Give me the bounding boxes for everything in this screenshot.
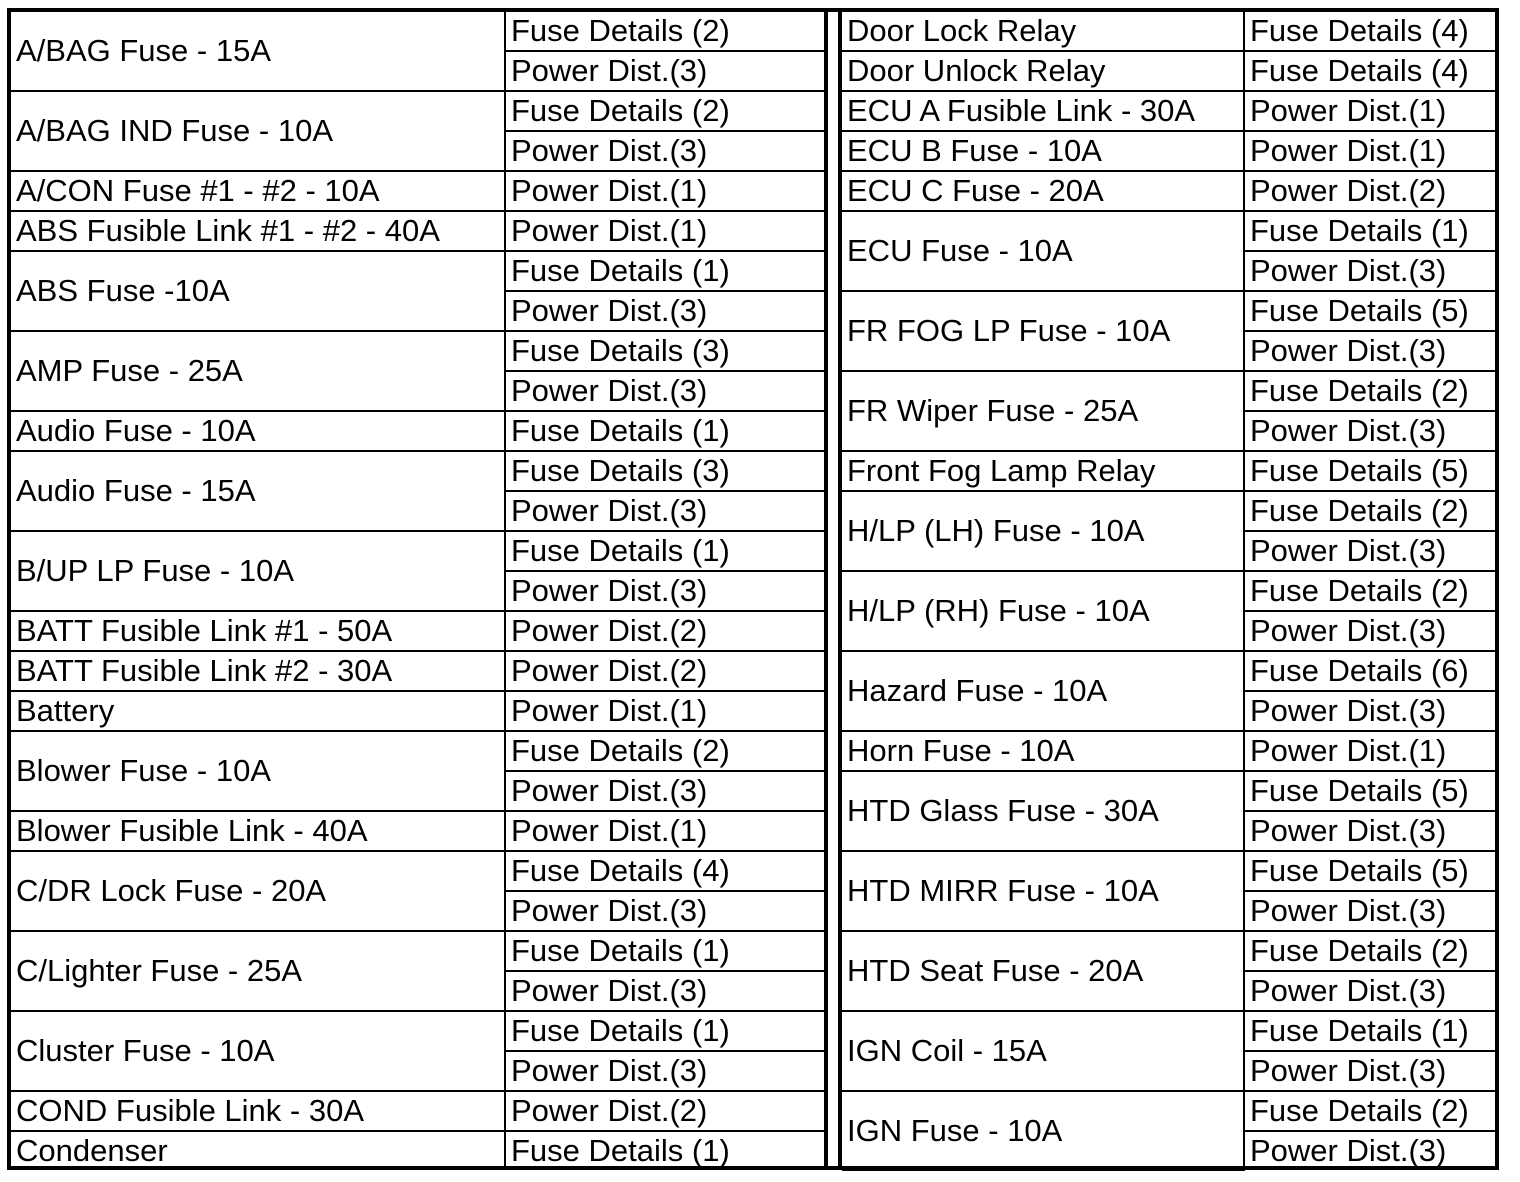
reference-cell: Power Dist.(3) [505,771,824,811]
table-row [842,651,1495,691]
reference-cell: Power Dist.(3) [505,51,824,91]
table-row [11,411,824,451]
table-row [842,931,1495,971]
reference-cell: Power Dist.(3) [505,971,824,1011]
fuse-name-cell: C/DR Lock Fuse - 20A [11,851,505,931]
reference-cell: Power Dist.(3) [505,131,824,171]
fuse-name-cell: Horn Fuse - 10A [842,731,1244,771]
fuse-name-cell: FR Wiper Fuse - 25A [842,371,1244,451]
table-row [11,1091,824,1131]
fuse-name-cell: ECU Fuse - 10A [842,211,1244,291]
column-divider [824,12,842,1166]
table-row [842,731,1495,771]
reference-cell: Fuse Details (1) [1244,211,1495,251]
table-row [11,691,824,731]
reference-cell: Power Dist.(3) [1244,251,1495,291]
table-row [11,211,824,251]
fuse-name-cell: HTD MIRR Fuse - 10A [842,851,1244,931]
table-row [842,571,1495,611]
table-row [11,651,824,691]
reference-cell: Fuse Details (2) [505,91,824,131]
reference-cell: Power Dist.(1) [505,691,824,731]
table-row [11,171,824,211]
reference-cell: Power Dist.(3) [1244,1051,1495,1091]
fuse-name-cell: Audio Fuse - 15A [11,451,505,531]
table-row [842,291,1495,331]
reference-cell: Fuse Details (1) [505,1011,824,1051]
table-row [11,451,824,491]
table-row [842,171,1495,211]
fuse-name-cell: Blower Fusible Link - 40A [11,811,505,851]
reference-cell: Power Dist.(1) [1244,91,1495,131]
table-row [842,211,1495,251]
fuse-name-cell: Front Fog Lamp Relay [842,451,1244,491]
table-row [842,851,1495,891]
table-row [11,931,824,971]
reference-cell: Power Dist.(2) [505,1091,824,1131]
reference-cell: Power Dist.(3) [505,891,824,931]
fuse-name-cell: BATT Fusible Link #2 - 30A [11,651,505,691]
fuse-name-cell: ABS Fuse -10A [11,251,505,331]
fuse-name-cell: IGN Fuse - 10A [842,1091,1244,1170]
reference-cell: Fuse Details (2) [1244,491,1495,531]
reference-cell: Fuse Details (1) [505,531,824,571]
fuse-name-cell: Door Unlock Relay [842,51,1244,91]
fuse-name-cell: B/UP LP Fuse - 10A [11,531,505,611]
reference-cell: Fuse Details (5) [1244,771,1495,811]
table-row [842,491,1495,531]
fuse-name-cell: ECU A Fusible Link - 30A [842,91,1244,131]
table-row [11,251,824,291]
reference-cell: Fuse Details (3) [505,451,824,491]
reference-cell: Power Dist.(3) [1244,611,1495,651]
reference-cell: Fuse Details (3) [505,331,824,371]
reference-cell: Power Dist.(3) [505,371,824,411]
fuse-name-cell: HTD Seat Fuse - 20A [842,931,1244,1011]
table-row [11,731,824,771]
fuse-name-cell: A/CON Fuse #1 - #2 - 10A [11,171,505,211]
reference-cell: Power Dist.(1) [505,171,824,211]
reference-cell: Fuse Details (5) [1244,851,1495,891]
fuse-name-cell: Audio Fuse - 10A [11,411,505,451]
reference-cell: Fuse Details (2) [1244,1091,1495,1131]
fuse-name-cell: FR FOG LP Fuse - 10A [842,291,1244,371]
reference-cell: Power Dist.(3) [505,291,824,331]
reference-cell: Fuse Details (2) [1244,371,1495,411]
reference-cell: Fuse Details (2) [1244,931,1495,971]
fuse-name-cell: COND Fusible Link - 30A [11,1091,505,1131]
fuse-name-cell: IGN Coil - 15A [842,1011,1244,1091]
table-row [11,851,824,891]
reference-cell: Power Dist.(2) [1244,171,1495,211]
fuse-reference-sheet [7,8,1499,1170]
reference-cell: Fuse Details (1) [505,251,824,291]
reference-cell: Fuse Details (4) [1244,12,1495,51]
reference-cell: Fuse Details (4) [505,851,824,891]
reference-cell: Power Dist.(3) [505,1051,824,1091]
fuse-name-cell: BATT Fusible Link #1 - 50A [11,611,505,651]
reference-cell: Fuse Details (5) [1244,291,1495,331]
reference-cell: Power Dist.(3) [505,491,824,531]
right-fuse-table [842,12,1495,1171]
fuse-name-cell: Battery [11,691,505,731]
table-row [842,131,1495,171]
reference-cell: Fuse Details (5) [1244,451,1495,491]
fuse-name-cell: A/BAG IND Fuse - 10A [11,91,505,171]
reference-cell: Fuse Details (1) [505,411,824,451]
right-fuse-table-body [842,12,1495,1170]
fuse-name-cell: Blower Fuse - 10A [11,731,505,811]
reference-cell: Fuse Details (2) [505,12,824,51]
fuse-name-cell: AMP Fuse - 25A [11,331,505,411]
reference-cell: Power Dist.(3) [1244,811,1495,851]
reference-cell: Fuse Details (6) [1244,651,1495,691]
reference-cell: Fuse Details (1) [505,1131,824,1170]
table-row [842,1011,1495,1051]
fuse-name-cell: Cluster Fuse - 10A [11,1011,505,1091]
reference-cell: Power Dist.(2) [505,611,824,651]
fuse-name-cell: Condenser [11,1131,505,1170]
reference-cell: Power Dist.(3) [1244,691,1495,731]
fuse-name-cell: H/LP (LH) Fuse - 10A [842,491,1244,571]
fuse-name-cell: ECU C Fuse - 20A [842,171,1244,211]
fuse-name-cell: H/LP (RH) Fuse - 10A [842,571,1244,651]
fuse-name-cell: C/Lighter Fuse - 25A [11,931,505,1011]
reference-cell: Fuse Details (4) [1244,51,1495,91]
fuse-name-cell: Hazard Fuse - 10A [842,651,1244,731]
table-row [842,771,1495,811]
reference-cell: Power Dist.(1) [505,211,824,251]
reference-cell: Power Dist.(3) [1244,971,1495,1011]
table-row [11,331,824,371]
reference-cell: Fuse Details (2) [1244,571,1495,611]
left-fuse-table [11,12,824,1170]
table-row [11,1011,824,1051]
table-row [842,1091,1495,1131]
reference-cell: Power Dist.(2) [505,651,824,691]
table-row [11,611,824,651]
table-row [11,91,824,131]
reference-cell: Power Dist.(3) [1244,891,1495,931]
reference-cell: Fuse Details (1) [1244,1011,1495,1051]
table-row [842,51,1495,91]
table-row [11,811,824,851]
fuse-name-cell: ECU B Fuse - 10A [842,131,1244,171]
reference-cell: Power Dist.(3) [1244,411,1495,451]
reference-cell: Power Dist.(3) [1244,531,1495,571]
table-row [842,451,1495,491]
reference-cell: Power Dist.(3) [1244,331,1495,371]
fuse-name-cell: A/BAG Fuse - 15A [11,12,505,91]
reference-cell: Fuse Details (2) [505,731,824,771]
table-row [11,1131,824,1170]
fuse-name-cell: ABS Fusible Link #1 - #2 - 40A [11,211,505,251]
table-row [11,12,824,51]
reference-cell: Fuse Details (1) [505,931,824,971]
reference-cell: Power Dist.(3) [1244,1131,1495,1170]
reference-cell: Power Dist.(1) [1244,131,1495,171]
table-row [842,91,1495,131]
table-row [842,12,1495,51]
reference-cell: Power Dist.(1) [505,811,824,851]
table-row [842,371,1495,411]
fuse-name-cell: HTD Glass Fuse - 30A [842,771,1244,851]
reference-cell: Power Dist.(1) [1244,731,1495,771]
fuse-name-cell: Door Lock Relay [842,12,1244,51]
reference-cell: Power Dist.(3) [505,571,824,611]
table-row [11,531,824,571]
left-fuse-table-body [11,12,824,1170]
